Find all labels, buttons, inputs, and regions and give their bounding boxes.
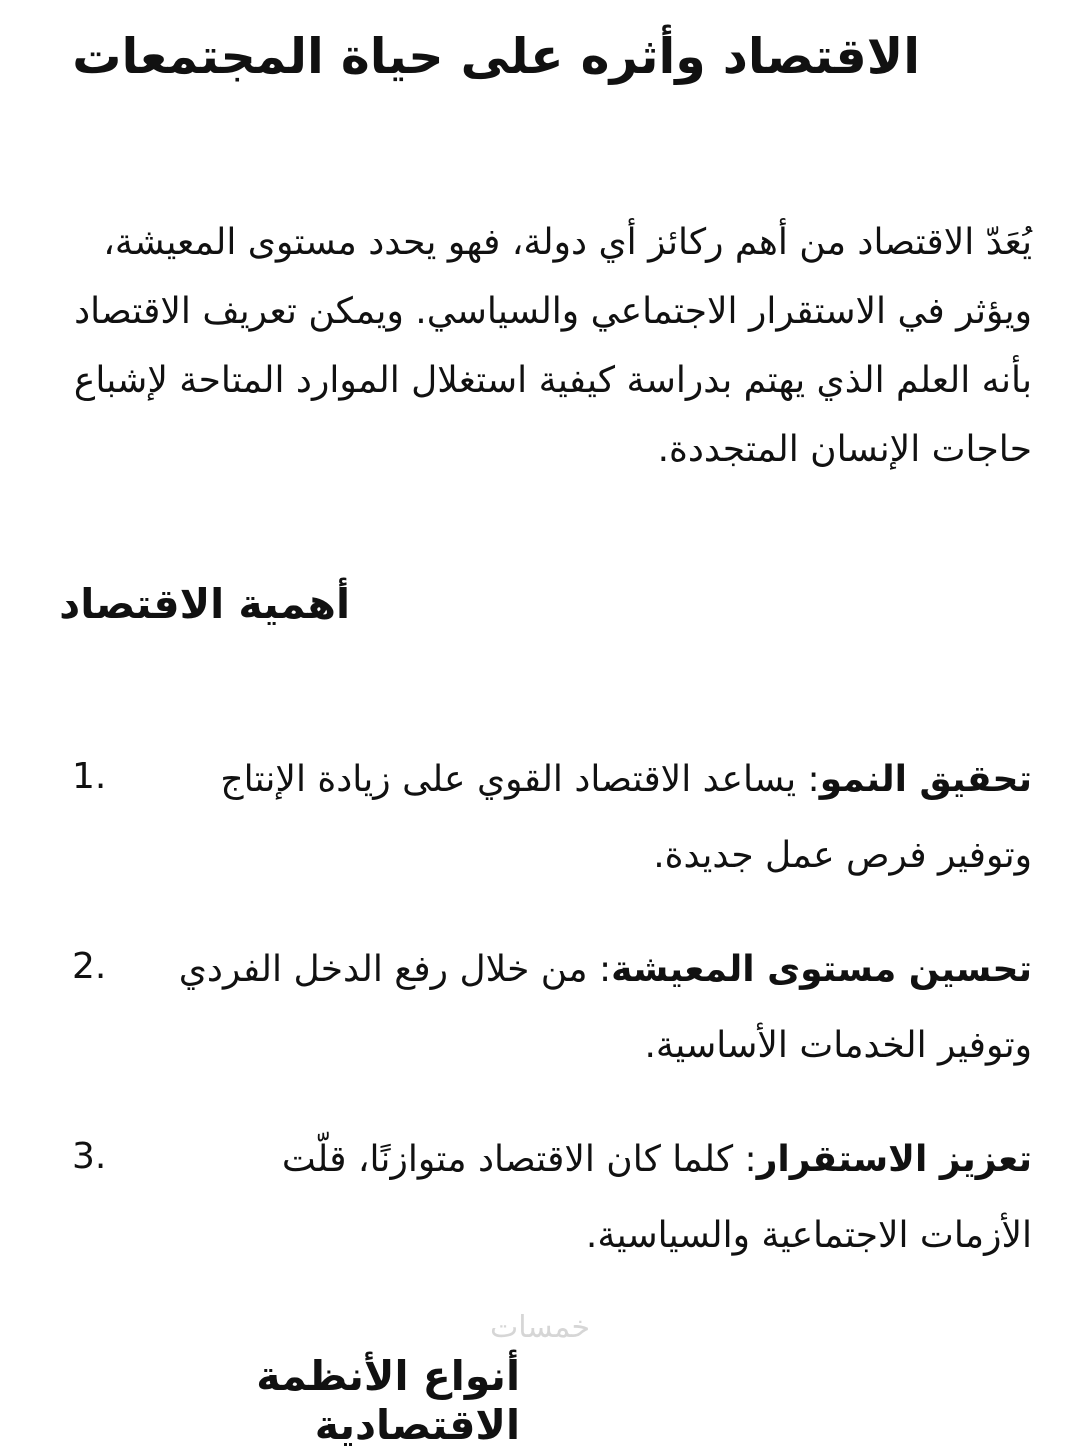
list-number: 1. [72, 756, 107, 797]
list-item-term: تحقيق النمو [819, 759, 1032, 800]
list-number: 3. [72, 1136, 107, 1177]
section-heading-importance: أهمية الاقتصاد [59, 580, 350, 628]
list-item-text: : كلما كان الاقتصاد متوازنًا، قلّت الأزمات الاجتماعية والسياسية. [281, 1139, 1032, 1256]
list-item-text: : من خلال رفع الدخل الفردي وتوفير الخدمات الأساسية. [178, 949, 1032, 1066]
watermark: خمسات [489, 1310, 591, 1345]
list-item-text: : يساعد الاقتصاد القوي على زيادة الإنتاج وتوفير فرص عمل جديدة. [220, 759, 1032, 876]
list-item-body [162, 1122, 1032, 1274]
list-item-body [162, 742, 1032, 894]
intro-paragraph: يُعَدّ الاقتصاد من أهم ركائز أي دولة، فهو يحدد مستوى المعيشة، ويؤثر في الاستقرار الاجتماعي والسياسي. ويمكن تعريف الاقتصاد بأنه العلم الذي يهتم بدراسة كيفية استغلال الموارد المتاحة لإشباع حاجات الإنسان المتجددة. [73, 222, 1032, 470]
article-title: الاقتصاد وأثره على حياة المجتمعات [72, 28, 920, 85]
list-item-body [162, 932, 1032, 1084]
list-item [60, 932, 1032, 1072]
list-item [60, 742, 1032, 882]
list-item-term: تحسين مستوى المعيشة [611, 949, 1032, 990]
list-item-term: تعزيز الاستقرار [756, 1139, 1032, 1180]
list-item [60, 1122, 1032, 1262]
section-heading-cutoff: أنواع الأنظمة الاقتصادية [256, 1352, 520, 1450]
list-number: 2. [72, 946, 107, 987]
